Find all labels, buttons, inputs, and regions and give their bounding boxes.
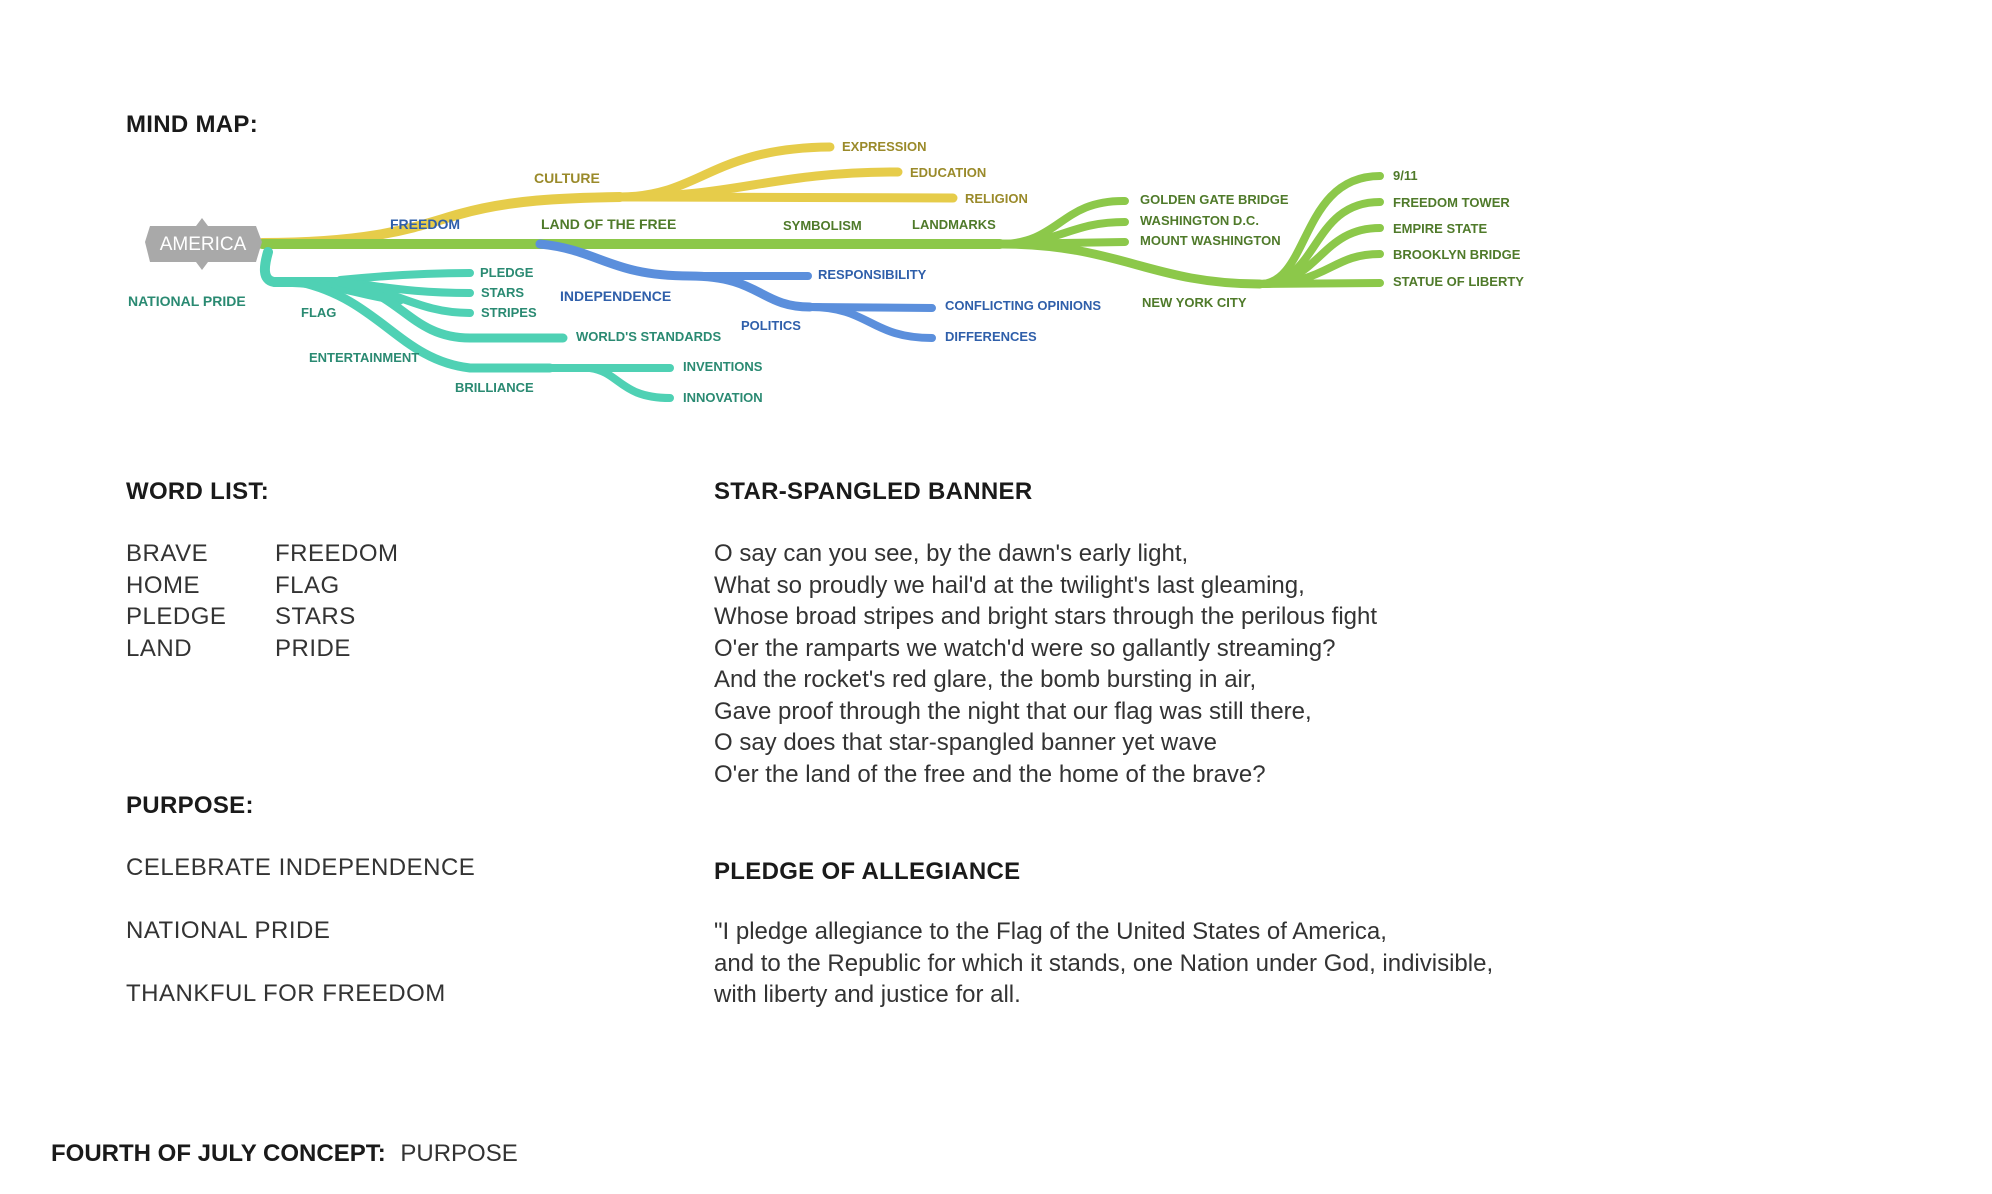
branch-innovation <box>590 368 670 398</box>
label-culture: CULTURE <box>534 170 600 186</box>
anthem-heading: STAR-SPANGLED BANNER <box>714 478 1033 505</box>
branch-root-national-pride <box>265 252 340 282</box>
label-golden-gate: GOLDEN GATE BRIDGE <box>1140 192 1289 207</box>
label-new-york-city: NEW YORK CITY <box>1142 295 1247 310</box>
label-responsibility: RESPONSIBILITY <box>818 267 927 282</box>
branch-religion <box>620 197 953 198</box>
word-item: FREEDOM <box>275 540 399 567</box>
word-item: PLEDGE <box>126 603 227 630</box>
label-stars: STARS <box>481 285 525 300</box>
label-flag: FLAG <box>301 305 337 320</box>
purpose-item: CELEBRATE INDEPENDENCE <box>126 854 476 881</box>
anthem-lyrics <box>714 538 1377 790</box>
label-brilliance: BRILLIANCE <box>455 380 534 395</box>
label-symbolism: SYMBOLISM <box>783 218 862 233</box>
label-washington-dc: WASHINGTON D.C. <box>1140 213 1259 228</box>
word-item: HOME <box>126 571 200 599</box>
anthem-line: And the rocket's red glare, the bomb bursting in air, <box>714 666 1257 693</box>
anthem-line: Whose broad stripes and bright stars through the perilous fight <box>714 603 1378 630</box>
label-landmarks: LANDMARKS <box>912 217 996 232</box>
label-conflicting-opinions: CONFLICTING OPINIONS <box>945 298 1101 313</box>
root-node-label: AMERICA <box>159 234 247 255</box>
label-independence: INDEPENDENCE <box>560 288 672 304</box>
mind-map-heading: MIND MAP: <box>126 111 259 138</box>
anthem-line: O say can you see, by the dawn's early light, <box>714 540 1189 567</box>
anthem-line: O'er the ramparts we watch'd were so gallantly streaming? <box>714 634 1336 662</box>
label-freedom: FREEDOM <box>390 216 460 232</box>
pledge-line: with liberty and justice for all. <box>714 981 1021 1008</box>
branch-politics <box>690 276 810 307</box>
label-nine-eleven: 9/11 <box>1393 168 1418 183</box>
word-item: LAND <box>126 634 193 662</box>
root-node <box>145 218 262 270</box>
label-inventions: INVENTIONS <box>683 359 763 374</box>
purpose-heading: PURPOSE: <box>126 792 254 819</box>
branch-statue-of-liberty <box>1260 283 1380 284</box>
label-politics: POLITICS <box>741 318 801 333</box>
word-list-heading: WORD LIST: <box>126 478 269 505</box>
mind-map <box>0 0 1992 440</box>
word-item: FLAG <box>275 571 340 599</box>
word-item: PRIDE <box>275 634 351 662</box>
label-differences: DIFFERENCES <box>945 329 1037 344</box>
label-land-of-the-free: LAND OF THE FREE <box>541 216 677 232</box>
label-entertainment: ENTERTAINMENT <box>309 350 420 365</box>
purpose-item: THANKFUL FOR FREEDOM <box>126 980 446 1007</box>
branch-pledge <box>340 273 470 280</box>
word-item: BRAVE <box>126 540 209 567</box>
word-list-col2 <box>275 538 399 664</box>
branch-new-york-city <box>1000 244 1260 284</box>
label-brooklyn-bridge: BROOKLYN BRIDGE <box>1393 247 1521 262</box>
pledge-heading: PLEDGE OF ALLEGIANCE <box>714 858 1021 885</box>
pledge-text <box>714 916 1493 1011</box>
national-pride-branch <box>265 252 670 398</box>
pledge-line: and to the Republic for which it stands, one Nation under God, indivisible, <box>714 949 1494 977</box>
anthem-line: What so proudly we hail'd at the twilight's last gleaming, <box>714 571 1305 599</box>
word-item: STARS <box>275 603 356 630</box>
anthem-line: Gave proof through the night that our flag was still there, <box>714 697 1312 725</box>
label-national-pride: NATIONAL PRIDE <box>128 293 246 309</box>
label-religion: RELIGION <box>965 191 1028 206</box>
footer-concept-value: PURPOSE <box>400 1140 518 1167</box>
label-education: EDUCATION <box>910 165 987 180</box>
footer-concept-label: FOURTH OF JULY CONCEPT: <box>51 1140 386 1167</box>
anthem-line: O say does that star-spangled banner yet wave <box>714 729 1217 756</box>
label-freedom-tower: FREEDOM TOWER <box>1393 195 1510 210</box>
pledge-line: "I pledge allegiance to the Flag of the United States of America, <box>714 918 1387 945</box>
label-innovation: INNOVATION <box>683 390 763 405</box>
label-empire-state: EMPIRE STATE <box>1393 221 1488 236</box>
word-list-col1 <box>126 538 226 664</box>
label-worlds-standards: WORLD'S STANDARDS <box>576 329 722 344</box>
label-mount-washington: MOUNT WASHINGTON <box>1140 233 1281 248</box>
label-expression: EXPRESSION <box>842 139 927 154</box>
label-stripes: STRIPES <box>481 305 537 320</box>
footer <box>51 1140 518 1168</box>
label-statue-of-liberty: STATUE OF LIBERTY <box>1393 274 1524 289</box>
anthem-line: O'er the land of the free and the home of the brave? <box>714 760 1266 788</box>
purpose-item: NATIONAL PRIDE <box>126 917 331 944</box>
label-pledge: PLEDGE <box>480 265 534 280</box>
